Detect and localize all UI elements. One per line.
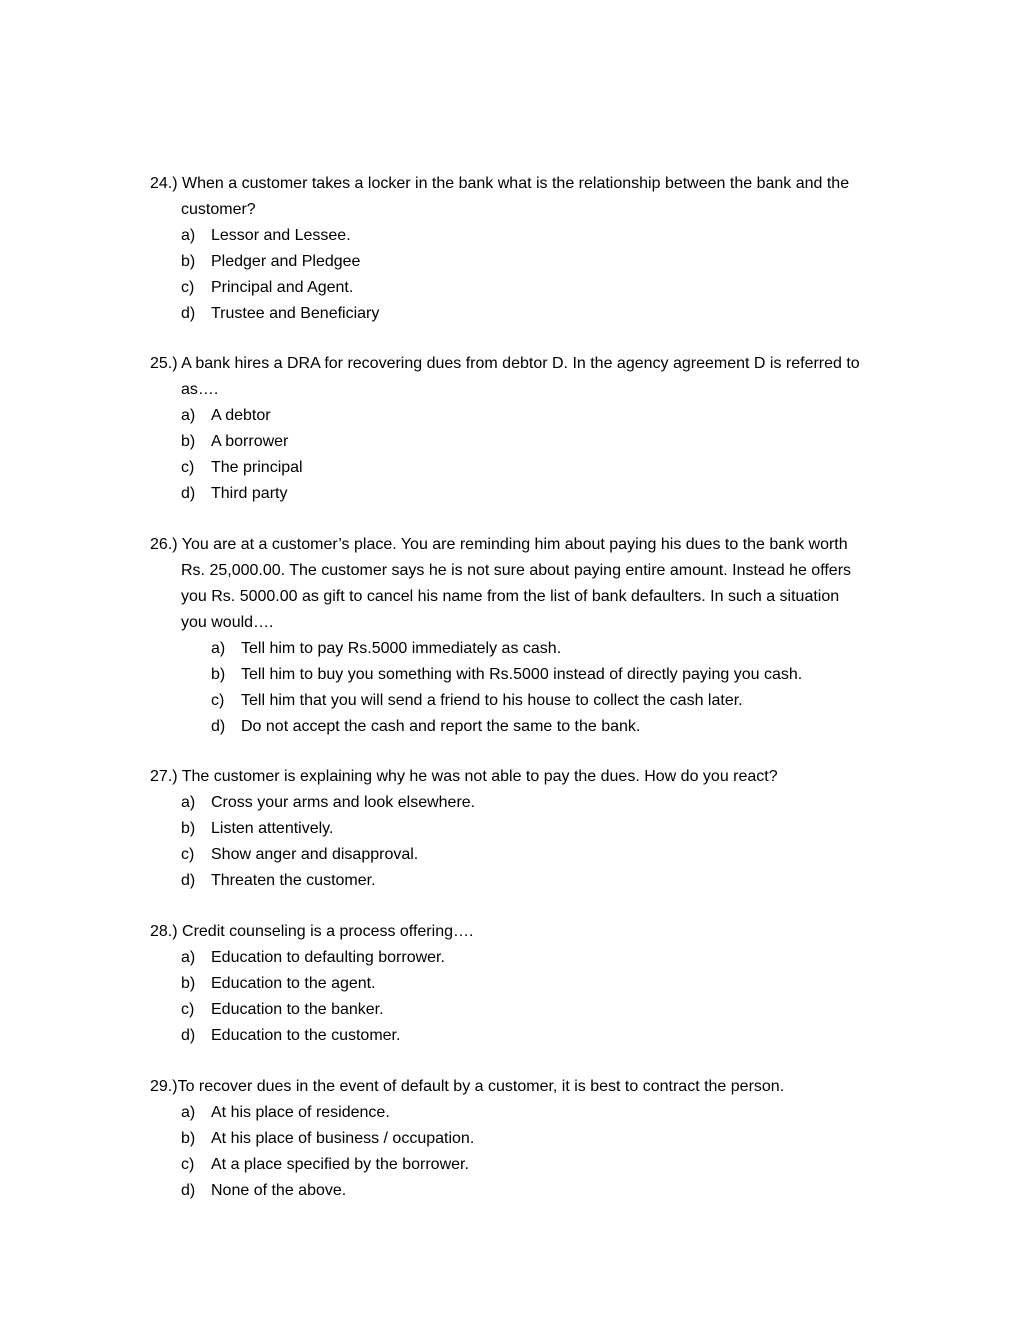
answer-option [150,1023,910,1049]
option-text: A borrower [211,433,289,450]
option-letter: c) [181,846,195,863]
option-letter: a) [181,227,196,244]
option-letter: b) [181,433,196,450]
option-text: Education to defaulting borrower. [211,949,445,966]
question-stem-line [150,919,910,945]
option-text: At a place specified by the borrower. [211,1156,469,1173]
question-number: 28.) [150,923,178,940]
question-28 [150,919,910,1049]
option-letter: a) [211,640,226,657]
answer-option [150,790,910,816]
option-letter: c) [211,692,225,709]
answer-option [150,275,910,301]
answer-option [150,842,910,868]
option-letter: a) [181,949,196,966]
option-letter: b) [181,820,196,837]
answer-option [150,1100,910,1126]
question-stem-line [150,1074,910,1100]
answer-option [150,1152,910,1178]
answer-option [150,816,910,842]
question-stem-line [150,764,910,790]
answer-option [150,714,910,740]
question-stem-line [150,532,910,558]
option-text: Tell him to buy you something with Rs.5000 instead of directly paying you cash. [241,666,803,683]
question-29 [150,1074,910,1204]
question-number: 26.) [150,536,178,553]
option-letter: c) [181,279,195,296]
option-text: The principal [211,459,303,476]
question-number: 24.) [150,175,178,192]
option-text: A debtor [211,407,271,424]
answer-option [150,662,910,688]
answer-option [150,403,910,429]
option-text: None of the above. [211,1182,347,1199]
option-text: Education to the banker. [211,1001,384,1018]
option-text: At his place of business / occupation. [211,1130,475,1147]
option-text: Lessor and Lessee. [211,227,351,244]
question-stem-line: as…. [181,381,219,398]
question-text: A bank hires a DRA for recovering dues from debtor D. In the agency agreement D is referred to [177,355,860,372]
option-letter: d) [211,718,226,735]
question-25 [150,351,910,507]
question-text: Credit counseling is a process offering…. [177,923,474,940]
question-stem-line: you would…. [181,614,274,631]
option-letter: a) [181,794,196,811]
option-text: Threaten the customer. [211,872,376,889]
answer-option [150,688,910,714]
answer-option [150,945,910,971]
question-text: When a customer takes a locker in the bank what is the relationship between the bank and the [177,175,850,192]
question-stem-line: Rs. 25,000.00. The customer says he is not sure about paying entire amount. Instead he offers [181,562,852,579]
question-26 [150,532,910,740]
answer-option [150,997,910,1023]
question-number: 29.) [150,1078,178,1095]
option-letter: a) [181,407,196,424]
answer-option [150,636,910,662]
answer-option [150,481,910,507]
option-letter: b) [181,975,196,992]
question-stem-line [150,351,910,377]
option-text: At his place of residence. [211,1104,390,1121]
answer-option [150,868,910,894]
answer-option [150,1126,910,1152]
option-letter: c) [181,1156,195,1173]
option-text: Show anger and disapproval. [211,846,419,863]
option-text: Do not accept the cash and report the same to the bank. [241,718,641,735]
question-stem-line: customer? [181,201,256,218]
option-letter: d) [181,305,196,322]
question-number: 25.) [150,355,178,372]
answer-option [150,301,910,327]
question-stem-line: you Rs. 5000.00 as gift to cancel his name from the list of bank defaulters. In such a situation [181,588,840,605]
question-stem-line [150,171,910,197]
option-text: Tell him that you will send a friend to his house to collect the cash later. [241,692,743,709]
option-letter: d) [181,1027,196,1044]
option-letter: a) [181,1104,196,1121]
answer-option [150,223,910,249]
option-letter: b) [181,253,196,270]
option-letter: b) [211,666,226,683]
answer-option [150,249,910,275]
option-letter: c) [181,459,195,476]
option-letter: d) [181,872,196,889]
option-text: Tell him to pay Rs.5000 immediately as cash. [241,640,562,657]
question-27 [150,764,910,894]
question-text: You are at a customer’s place. You are reminding him about paying his dues to the bank worth [177,536,848,553]
question-text: To recover dues in the event of default by a customer, it is best to contract the person. [177,1078,785,1095]
option-text: Third party [211,485,288,502]
option-text: Education to the customer. [211,1027,401,1044]
option-text: Principal and Agent. [211,279,354,296]
option-text: Education to the agent. [211,975,376,992]
option-text: Listen attentively. [211,820,334,837]
question-number: 27.) [150,768,178,785]
option-text: Pledger and Pledgee [211,253,361,270]
option-text: Trustee and Beneficiary [211,305,380,322]
answer-option [150,971,910,997]
answer-option [150,429,910,455]
answer-option [150,1178,910,1204]
option-letter: d) [181,1182,196,1199]
option-letter: d) [181,485,196,502]
question-24 [150,171,910,327]
option-text: Cross your arms and look elsewhere. [211,794,476,811]
option-letter: b) [181,1130,196,1147]
question-text: The customer is explaining why he was not able to pay the dues. How do you react? [177,768,778,785]
answer-option [150,455,910,481]
option-letter: c) [181,1001,195,1018]
